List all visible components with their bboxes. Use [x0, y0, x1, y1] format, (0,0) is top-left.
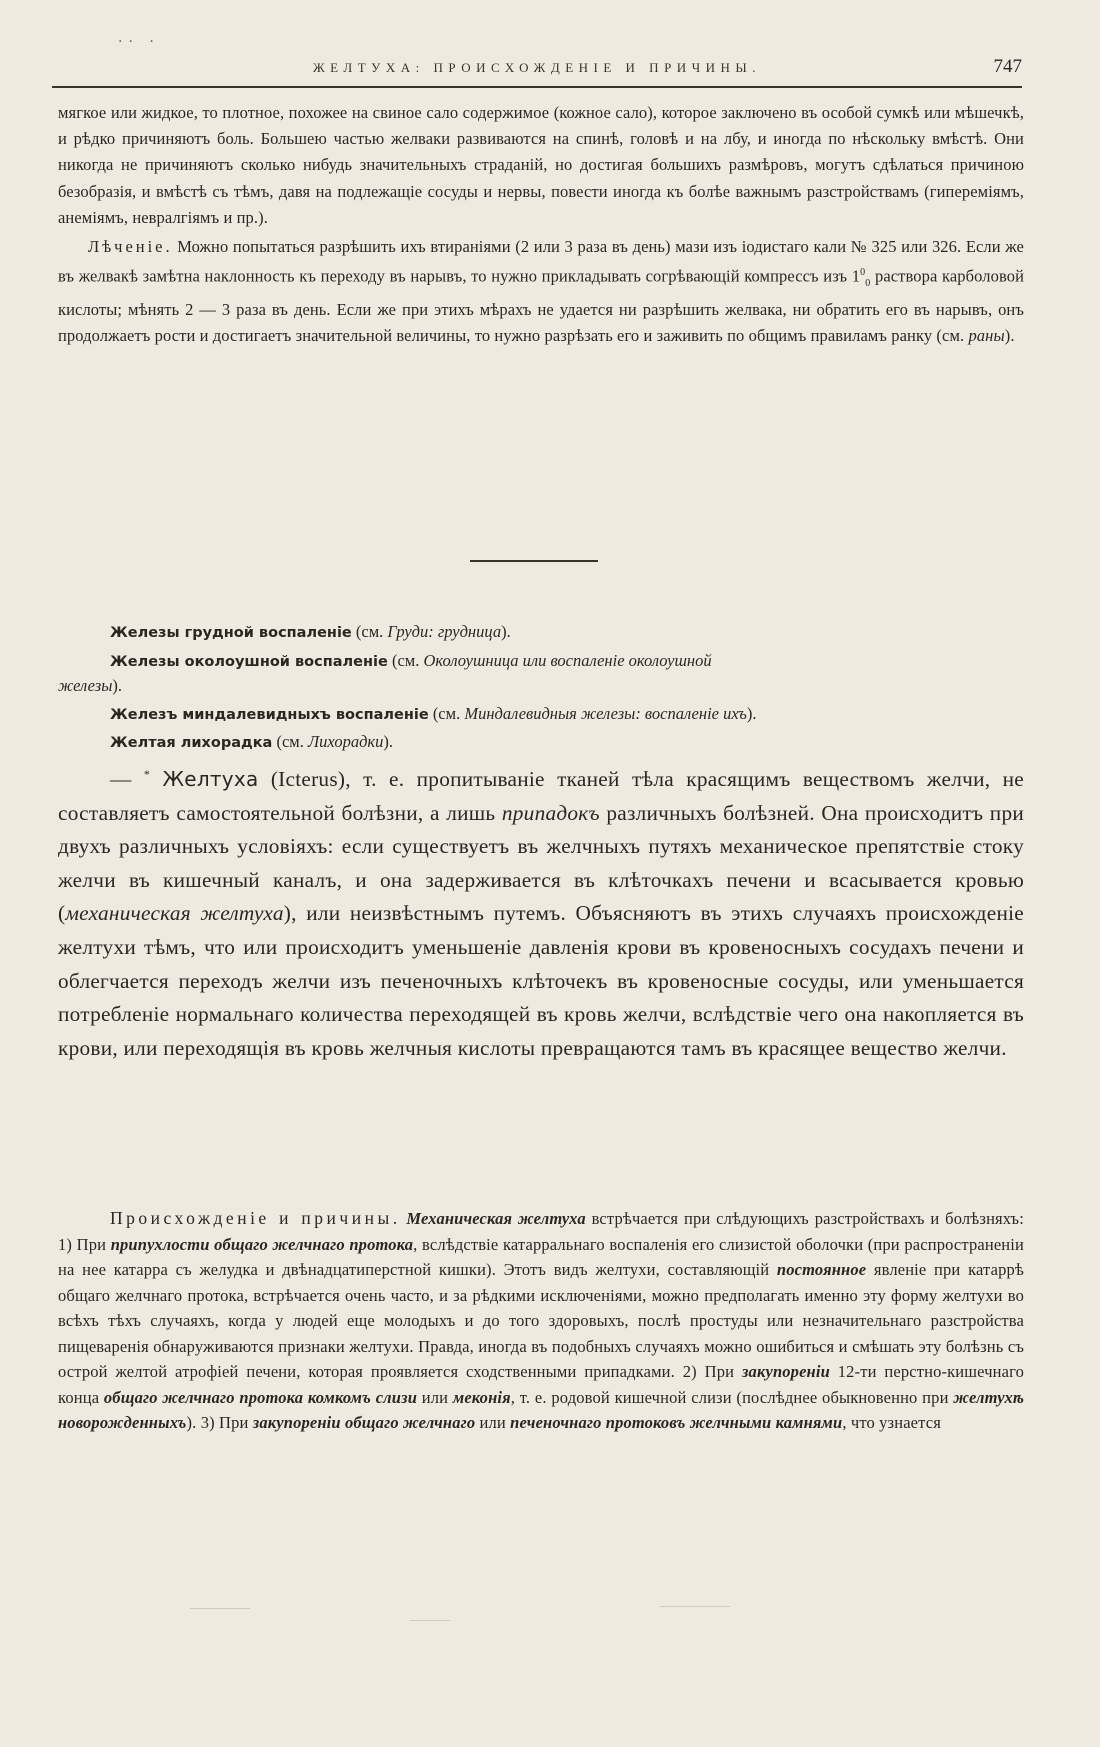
- origin-text: или: [475, 1413, 511, 1432]
- section-separator: [470, 560, 598, 562]
- faded-bleedthrough-marks: [190, 1600, 890, 1640]
- article-mark: *: [143, 767, 151, 781]
- reference-see: (см.: [351, 622, 388, 641]
- percent-sub: 0: [865, 278, 871, 290]
- origin-em: общаго желчнаго протока комкомъ слизи: [103, 1387, 418, 1407]
- origin-em: припухлости общаго желчнаго протока: [110, 1234, 414, 1254]
- origin-text: , вслѣдствіе катарральнаго воспаленія его слизистой оболочки (при распространеніи на нее катарра съ желудка и двѣнадцатиперстной кишки). Этотъ видъ желтухи, составляющій: [58, 1234, 1024, 1279]
- reference-see: (см.: [272, 732, 308, 751]
- origin-label: Происхожденіе и причины.: [110, 1208, 401, 1228]
- origin-em: Механическая желтуха: [406, 1209, 586, 1228]
- article-headword: Желтуха: [162, 767, 259, 792]
- reference-end: ).: [746, 703, 757, 723]
- article-em-symptom: припадокъ: [501, 800, 600, 825]
- reference-headword: Железъ миндалевидныхъ воспаленіе: [110, 706, 429, 723]
- reference-target: Лихорадки: [308, 732, 384, 751]
- origin-em: постоянное: [776, 1260, 867, 1279]
- treatment-ref-wounds: раны: [968, 326, 1005, 346]
- reference-end: ).: [383, 732, 394, 751]
- origin-em: закупореніи: [741, 1362, 830, 1381]
- reference-headword: Железы грудной воспаленіе: [110, 625, 352, 641]
- running-title: ЖЕЛТУХА: ПРОИСХОЖДЕНІЕ И ПРИЧИНЫ.: [312, 60, 762, 75]
- percent-sup: 0: [860, 267, 866, 279]
- reference-headword: Железы околоушной воспаленіе: [110, 653, 388, 670]
- treatment-text-b: раствора карболовой кислоты; мѣнять 2 — 3 раза въ день. Если же при этихъ мѣрахъ не удается ни разрѣшить желвака, ни обратить его въ нарывъ, онъ продолжаетъ рости и достигаетъ значительной величины, то нужно разрѣзать его и заживить по общимъ правиламъ ранку (см.: [58, 266, 1025, 346]
- article-em-mechanical: механическая желтуха: [65, 901, 284, 926]
- reference-target: Околоушница или воспаленіе околоушной: [423, 650, 712, 670]
- running-head: [52, 58, 1022, 82]
- reference-entry: [58, 620, 1024, 646]
- origin-em: печеночнаго протоковъ желчными камнями: [510, 1413, 843, 1432]
- faded-mark: [190, 1608, 250, 1609]
- origin-text: 12-ти перстно-кишечнаго конца: [58, 1362, 1024, 1407]
- reference-target: Груди: грудница: [387, 622, 502, 641]
- continuation-paragraph: мягкое или жидкое, то плотное, похожее на свиное сало содержимое (кожное сало), которое заключено въ особой сумкѣ или мѣшечкѣ, и рѣдко причиняютъ боль. Большею частью желваки развиваются на спинѣ, головѣ и на лбу, и иногда по нѣскольку вмѣстѣ. Они никогда не причиняютъ сколько нибудь значительныхъ страданій, но достигая большихъ размѣровъ, могутъ сдѣлаться причиною безобразія, и вмѣстѣ съ тѣмъ, давя на подлежащіе сосуды и нервы, повести иногда къ болѣе важнымъ разстройствамъ (гипереміямъ, анеміямъ, невралгіямъ и пр.).: [58, 103, 1024, 227]
- article-intro: [58, 758, 1024, 1065]
- origin-section: [58, 1206, 1024, 1436]
- corner-marks: ·· ·: [118, 34, 160, 50]
- header-rule: [52, 86, 1022, 88]
- origin-text: ). 3) При: [186, 1413, 253, 1432]
- cross-references: [58, 620, 1024, 756]
- article-text-b: различныхъ болѣзней. Она происходитъ при двухъ различныхъ условіяхъ: если существуетъ въ желчныхъ путяхъ механическое препятствіе стоку желчи въ кишечный каналъ, и она задерживается въ клѣточкахъ печени и всасывается кровью (: [58, 800, 1024, 926]
- reference-target: Миндалевидныя железы: воспаленіе ихъ: [464, 703, 747, 723]
- reference-end: ).: [112, 676, 122, 695]
- reference-see: (см.: [387, 650, 424, 670]
- page-number: 747: [993, 56, 1022, 77]
- reference-entry: [58, 730, 1024, 756]
- faded-mark: [410, 1620, 450, 1621]
- origin-text: встрѣчается при слѣдующихъ разстройствахъ и болѣзняхъ: 1) При: [58, 1209, 1024, 1254]
- reference-headword: Желтая лихорадка: [110, 735, 273, 751]
- origin-text: , т. е. родовой кишечной слизи (послѣднее обыкновенно при: [510, 1387, 954, 1407]
- article-latin: (Icterus): [258, 767, 346, 792]
- reference-see: (см.: [428, 703, 465, 723]
- origin-text: , что узнается: [842, 1413, 941, 1432]
- treatment-text-a: Можно попытаться разрѣшить ихъ втираніями (2 или 3 раза въ день) мази изъ іодистаго кали № 325 или 326. Если же въ желвакѣ замѣтна наклонность къ переходу въ нарывъ, то нужно прикладывать согрѣвающій компрессъ изъ 1: [58, 237, 1024, 286]
- treatment-text-c: ).: [1004, 326, 1015, 346]
- origin-text: явленіе при катаррѣ общаго желчнаго протока, встрѣчается очень часто, и за рѣдкими исключеніями, можно предполагать именно эту форму желтухи во всѣхъ тѣхъ случаяхъ, когда у людей еще молодыхъ и до того здоровыхъ, послѣ простуды или незначительнаго разстройства пищеваренія обнаруживаются признаки желтухи. Правда, иногда въ подобныхъ случаяхъ можно ошибиться и смѣшать эту болѣзнь съ острой желтой атрофіей печени, которая проявляется сходственными припадками. 2) При: [58, 1260, 1024, 1381]
- origin-em: желтухѣ новорожденныхъ: [58, 1387, 1025, 1432]
- origin-text: или: [417, 1387, 453, 1407]
- article-dash: —: [110, 767, 144, 792]
- origin-paragraph: [58, 1206, 1024, 1436]
- treatment-paragraph: [58, 234, 1024, 350]
- main-article: [58, 758, 1024, 1065]
- reference-target-cont: железы: [58, 676, 113, 695]
- faded-mark: [660, 1606, 730, 1607]
- continuation-section: [58, 100, 1024, 350]
- reference-end: ).: [501, 622, 511, 641]
- treatment-label: Лѣченіе.: [88, 237, 173, 257]
- article-text-a: , т. е. пропитываніе тканей тѣла красящимъ веществомъ желчи, не составляетъ самостоятельной болѣзни, а лишь: [58, 767, 1025, 825]
- origin-em: меконія: [452, 1387, 511, 1407]
- reference-entry: [58, 649, 1024, 699]
- article-text-c: ), или неизвѣстнымъ путемъ. Объясняютъ въ этихъ случаяхъ происхожденіе желтухи тѣмъ, что или происходитъ уменьшеніе давленія крови въ кровеносныхъ сосудахъ печени и облегчается переходъ желчи изъ печеночныхъ клѣточекъ въ кровеносные сосуды, или уменьшается потребленіе нормальнаго количества переходящей въ кровь желчи, вслѣдствіе чего она накопляется въ крови, или переходящія въ кровь желчныя кислоты превращаются тамъ въ красящее вещество желчи.: [58, 901, 1024, 1060]
- reference-entry: [58, 702, 1024, 728]
- origin-em: закупореніи общаго желчнаго: [252, 1413, 476, 1432]
